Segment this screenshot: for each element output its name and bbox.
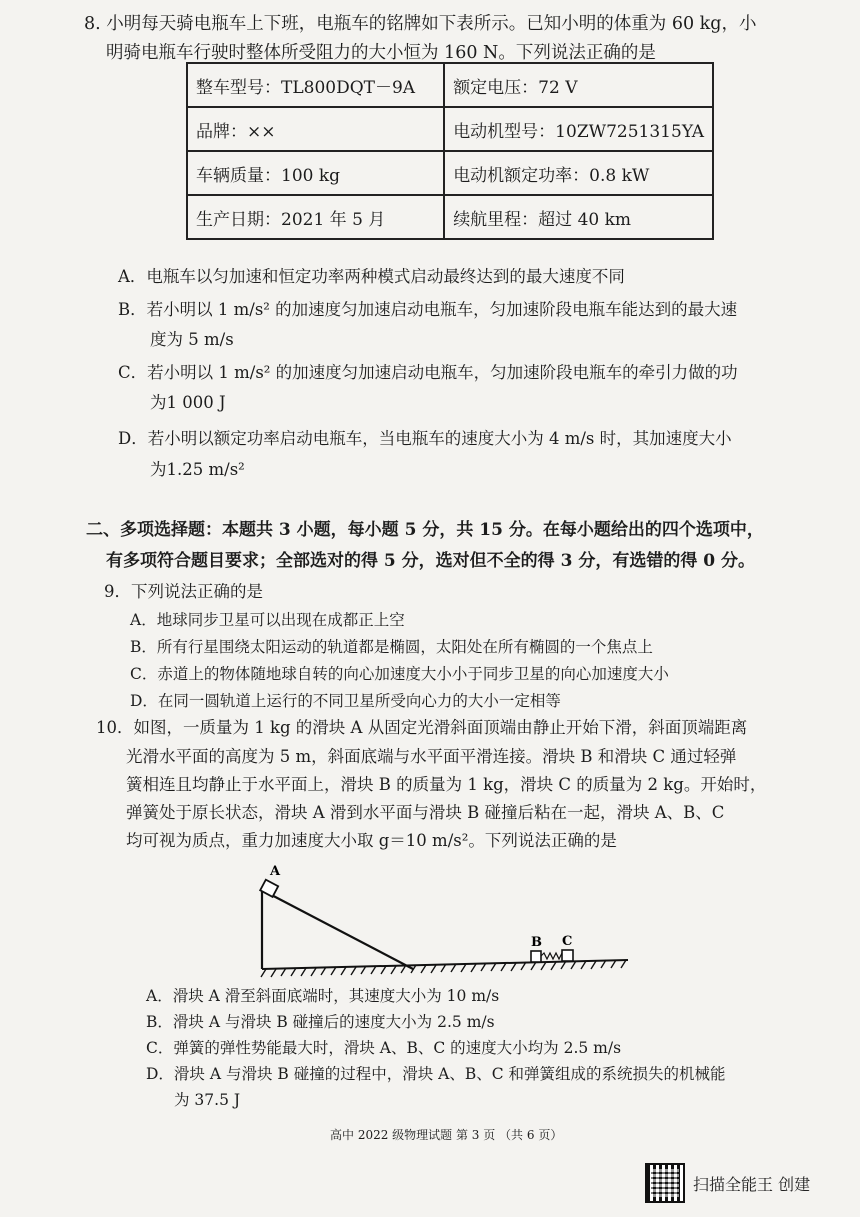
table-cell: 生产日期：2021 年 5 月 (187, 195, 444, 239)
q8-option-a: A．电瓶车以匀加速和恒定功率两种模式启动最终达到的最大速度不同 (118, 267, 625, 286)
q10-stem-line3: 簧相连且均静止于水平面上，滑块 B 的质量为 1 kg，滑块 C 的质量为 2 kg。开始时， (126, 775, 767, 794)
nameplate-table (186, 62, 714, 240)
q9-stem: 9．下列说法正确的是 (104, 582, 263, 601)
table-cell: 电动机额定功率：0.8 kW (444, 151, 713, 195)
q8-stem-line2: 明骑电瓶车行驶时整体所受阻力的大小恒为 160 N。下列说法正确的是 (106, 43, 656, 63)
q9-option-a: A．地球同步卫星可以出现在成都正上空 (130, 611, 405, 629)
q8-option-c-line2: 为1 000 J (150, 393, 226, 412)
table-cell: 额定电压：72 V (444, 63, 713, 107)
table-cell: 品牌：×× (187, 107, 444, 151)
q9-option-b: B．所有行星围绕太阳运动的轨道都是椭圆，太阳处在所有椭圆的一个焦点上 (130, 638, 653, 656)
q10-option-b: B．滑块 A 与滑块 B 碰撞后的速度大小为 2.5 m/s (146, 1013, 495, 1031)
q8-number: 8. (84, 14, 101, 34)
label-c: C (562, 934, 573, 949)
table-row (187, 195, 713, 239)
q9-option-d: D．在同一圆轨道上运行的不同卫星所受向心力的大小一定相等 (130, 692, 561, 710)
q8-option-b-line1: B．若小明以 1 m/s² 的加速度匀加速启动电瓶车，匀加速阶段电瓶车能达到的最大速 (118, 300, 738, 319)
q8-option-d-line2: 为1.25 m/s² (150, 460, 245, 479)
section2-heading-line2: 有多项符合题目要求；全部选对的得 5 分，选对但不全的得 3 分，有选错的得 0 分。 (106, 551, 755, 571)
q8-line1-text: 小明每天骑电瓶车上下班，电瓶车的铭牌如下表所示。已知小明的体重为 60 kg，小 (106, 14, 757, 34)
q10-stem-line2: 光滑水平面的高度为 5 m，斜面底端与水平面平滑连接。滑块 B 和滑块 C 通过轻弹 (126, 747, 737, 766)
q9-option-c: C．赤道上的物体随地球自转的向心加速度大小小于同步卫星的向心加速度大小 (130, 665, 669, 683)
scanner-watermark (645, 1163, 810, 1203)
watermark-text: 扫描全能王 创建 (693, 1174, 811, 1194)
q8-option-c-line1: C．若小明以 1 m/s² 的加速度匀加速启动电瓶车，匀加速阶段电瓶车的牵引力做的功 (118, 363, 738, 382)
q10-option-d-line1: D．滑块 A 与滑块 B 碰撞的过程中，滑块 A、B、C 和弹簧组成的系统损失的机械能 (146, 1065, 726, 1083)
spring (541, 953, 562, 959)
q8-option-d-line1: D．若小明以额定功率启动电瓶车，当电瓶车的速度大小为 4 m/s 时，其加速度大小 (118, 429, 732, 448)
table-row (187, 151, 713, 195)
q10-option-d-line2: 为 37.5 J (174, 1091, 241, 1109)
table-row (187, 63, 713, 107)
label-a: A (270, 864, 281, 879)
ground-hatching (261, 960, 626, 977)
block-c (562, 950, 573, 961)
q10-stem-line1: 10．如图，一质量为 1 kg 的滑块 A 从固定光滑斜面顶端由静止开始下滑，斜面顶端距离 (96, 718, 748, 737)
q10-stem-line4: 弹簧处于原长状态，滑块 A 滑到水平面与滑块 B 碰撞后粘在一起，滑块 A、B、C (126, 803, 725, 822)
q8-stem-line1 (84, 16, 756, 34)
incline-spring-figure (250, 860, 640, 985)
incline-slope (262, 890, 413, 969)
table-cell: 整车型号：TL800DQT－9A (187, 63, 444, 107)
page-footer: 高中 2022 级物理试题 第 3 页 （共 6 页） (330, 1128, 563, 1142)
q8-option-b-line2: 度为 5 m/s (150, 330, 234, 349)
section2-heading-line1: 二、多项选择题：本题共 3 小题，每小题 5 分，共 15 分。在每小题给出的四个选项中， (86, 520, 764, 540)
table-cell: 电动机型号：10ZW7251315YA (444, 107, 713, 151)
q10-option-c: C．弹簧的弹性势能最大时，滑块 A、B、C 的速度大小均为 2.5 m/s (146, 1039, 622, 1057)
q10-stem-line5: 均可视为质点，重力加速度大小取 g＝10 m/s²。下列说法正确的是 (126, 831, 617, 850)
qr-code-icon (645, 1163, 685, 1203)
table-cell: 续航里程：超过 40 km (444, 195, 713, 239)
table-row (187, 107, 713, 151)
label-b: B (531, 935, 542, 950)
table-cell: 车辆质量：100 kg (187, 151, 444, 195)
q10-option-a: A．滑块 A 滑至斜面底端时，其速度大小为 10 m/s (146, 987, 500, 1005)
block-b (531, 951, 541, 962)
